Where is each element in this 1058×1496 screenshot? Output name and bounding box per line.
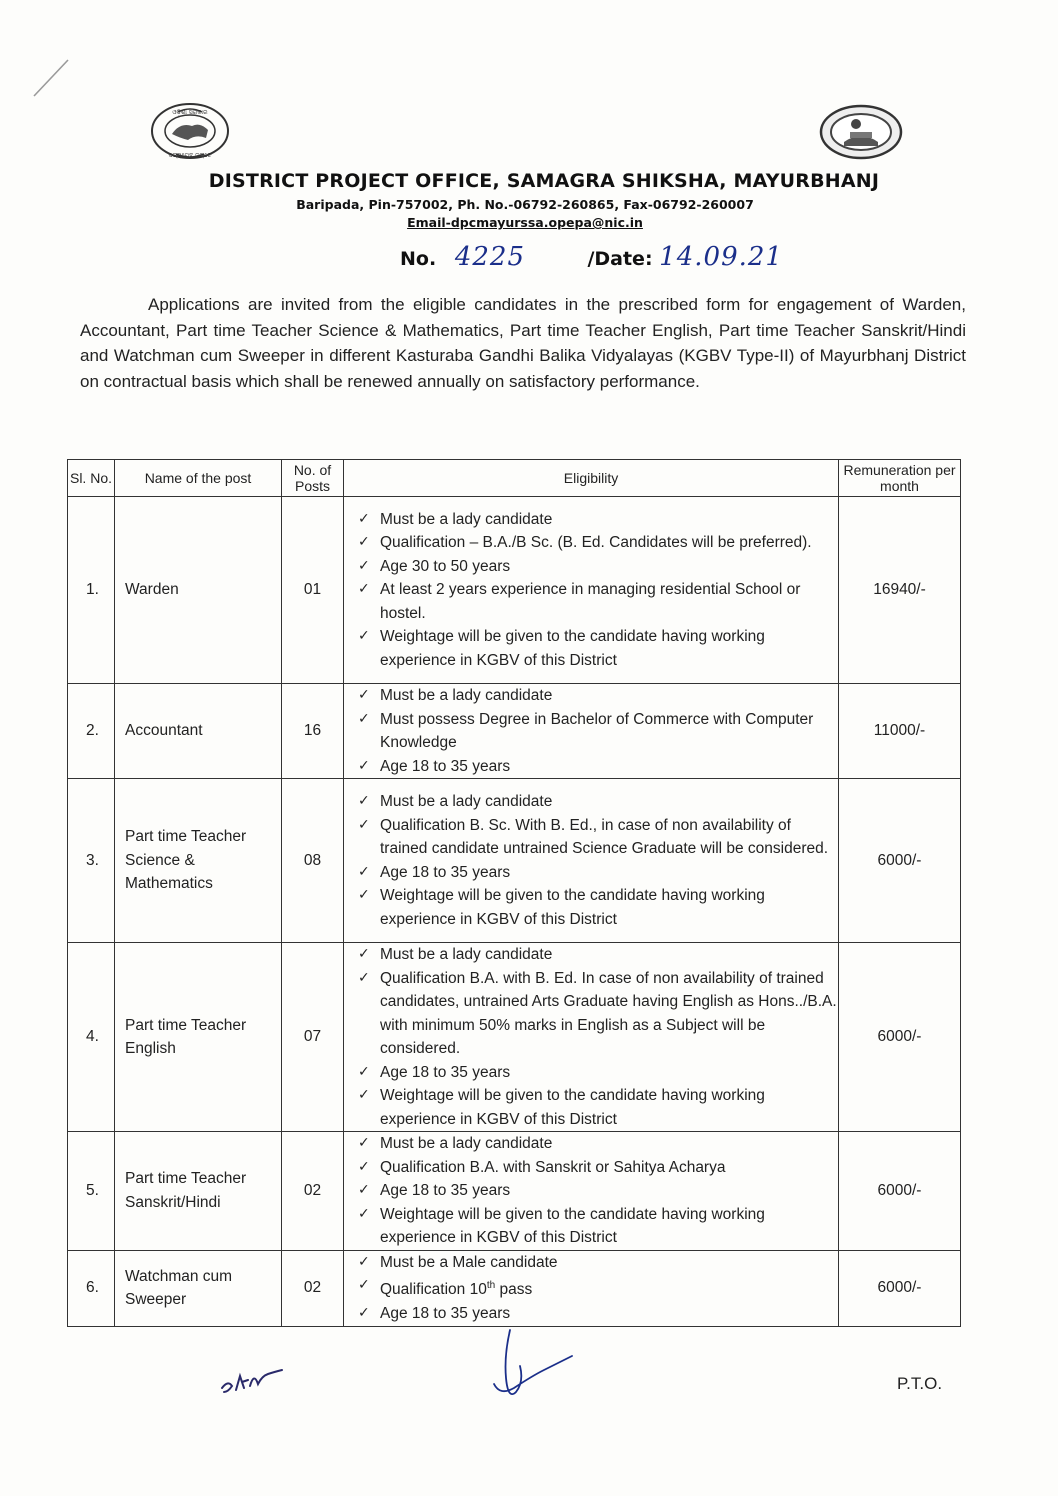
- header-no-of-posts: No. of Posts: [282, 460, 344, 497]
- row-eligibility: [344, 779, 839, 943]
- row-post-name: Warden: [115, 497, 282, 684]
- eligibility-item: ✓ Qualification B.A. with B. Ed. In case of non availability of trained candidates, untrained Arts Graduate having English as Hons../B.A. with minimum 50% marks in English as a Subject will be considered.: [352, 967, 838, 1061]
- table-row: [68, 1250, 961, 1326]
- emblem-left-text-bottom: ସତ୍ୟମେବ ଜୟତେ: [168, 152, 212, 159]
- row-sl-no: 5.: [68, 1132, 115, 1251]
- row-post-name: Part time Teacher English: [115, 943, 282, 1132]
- eligibility-item: ✓ Qualification – B.A./B Sc. (B. Ed. Candidates will be preferred).: [352, 531, 838, 555]
- eligibility-item: ✓ Qualification 10th pass: [352, 1274, 838, 1302]
- eligibility-item: ✓ Weightage will be given to the candidate having working experience in KGBV of this District: [352, 1203, 838, 1250]
- row-eligibility: [344, 1132, 839, 1251]
- row-eligibility: [344, 684, 839, 779]
- pen-stroke-mark: [28, 56, 72, 100]
- eligibility-item: ✓ Must possess Degree in Bachelor of Commerce with Computer Knowledge: [352, 708, 838, 755]
- row-remuneration: 6000/-: [839, 943, 961, 1132]
- samagra-shiksha-emblem-icon: [818, 104, 904, 160]
- signature: [480, 1326, 580, 1406]
- row-no-of-posts: 16: [282, 684, 344, 779]
- row-post-name: Part time Teacher Science & Mathematics: [115, 779, 282, 943]
- eligibility-item: ✓ Must be a lady candidate: [352, 1132, 838, 1156]
- letter-number: 4225: [454, 242, 525, 272]
- eligibility-item: ✓ Must be a lady candidate: [352, 943, 838, 967]
- row-post-name: Accountant: [115, 684, 282, 779]
- letter-date: 14.09.21: [659, 242, 783, 272]
- table-row: [68, 684, 961, 779]
- eligibility-item: ✓ Must be a Male candidate: [352, 1251, 838, 1275]
- row-remuneration: 6000/-: [839, 1250, 961, 1326]
- handwritten-initials: [218, 1362, 288, 1398]
- eligibility-item: ✓ Weightage will be given to the candidate having working experience in KGBV of this District: [352, 884, 838, 931]
- date-label: /Date:: [587, 248, 653, 270]
- row-post-name: Watchman cum Sweeper: [115, 1250, 282, 1326]
- table-row: [68, 779, 961, 943]
- eligibility-item: ✓ Must be a lady candidate: [352, 790, 838, 814]
- office-address: Baripada, Pin-757002, Ph. No.-06792-260865, Fax-06792-260007: [296, 197, 754, 212]
- office-title: DISTRICT PROJECT OFFICE, SAMAGRA SHIKSHA, MAYURBHANJ: [208, 170, 880, 192]
- table-header-row: [68, 460, 961, 497]
- eligibility-item: ✓ Qualification B.A. with Sanskrit or Sahitya Acharya: [352, 1156, 838, 1180]
- row-no-of-posts: 02: [282, 1250, 344, 1326]
- row-remuneration: 6000/-: [839, 1132, 961, 1251]
- row-sl-no: 6.: [68, 1250, 115, 1326]
- row-no-of-posts: 08: [282, 779, 344, 943]
- pto-label: P.T.O.: [897, 1374, 943, 1393]
- eligibility-list: [344, 1132, 838, 1250]
- row-remuneration: 6000/-: [839, 779, 961, 943]
- odisha-emblem-icon: [148, 102, 232, 164]
- eligibility-list: [344, 790, 838, 931]
- row-remuneration: 16940/-: [839, 497, 961, 684]
- header-remuneration: Remuneration per month: [839, 460, 961, 497]
- eligibility-list: [344, 684, 838, 778]
- row-sl-no: 3.: [68, 779, 115, 943]
- row-sl-no: 1.: [68, 497, 115, 684]
- no-label: No.: [400, 248, 437, 270]
- row-sl-no: 2.: [68, 684, 115, 779]
- eligibility-item: ✓ Age 30 to 50 years: [352, 555, 838, 579]
- emblem-left-text-top: ଓଡ଼ିଶା ସରକାର: [172, 109, 208, 116]
- table-row: [68, 497, 961, 684]
- row-no-of-posts: 02: [282, 1132, 344, 1251]
- intro-paragraph: Applications are invited from the eligible candidates in the prescribed form for engagement of Warden, Accountant, Part time Teacher Science & Mathematics, Part time Teacher English, Part time Teacher Sanskrit/Hindi and Watchman cum Sweeper in different Kasturaba Gandhi Balika Vidyalayas (KGBV Type-II) of Mayurbhanj District on contractual basis which shall be renewed annually on satisfactory performance.: [80, 295, 966, 391]
- eligibility-item: ✓ Must be a lady candidate: [352, 684, 838, 708]
- row-eligibility: [344, 497, 839, 684]
- header-sl-no: Sl. No.: [68, 460, 115, 497]
- office-email: Email-dpcmayurssa.opepa@nic.in: [407, 215, 643, 230]
- row-post-name: Part time Teacher Sanskrit/Hindi: [115, 1132, 282, 1251]
- row-eligibility: [344, 1250, 839, 1326]
- eligibility-item: ✓ Age 18 to 35 years: [352, 1061, 838, 1085]
- reference-line: [400, 242, 783, 272]
- eligibility-item: ✓ Age 18 to 35 years: [352, 1179, 838, 1203]
- row-remuneration: 11000/-: [839, 684, 961, 779]
- eligibility-item: ✓ At least 2 years experience in managing residential School or hostel.: [352, 578, 838, 625]
- table-row: [68, 943, 961, 1132]
- eligibility-item: ✓ Qualification B. Sc. With B. Ed., in case of non availability of trained candidate untrained Science Graduate will be considered.: [352, 814, 838, 861]
- eligibility-item: ✓ Weightage will be given to the candidate having working experience in KGBV of this District: [352, 1084, 838, 1131]
- header-post-name: Name of the post: [115, 460, 282, 497]
- eligibility-item: ✓ Weightage will be given to the candidate having working experience in KGBV of this District: [352, 625, 838, 672]
- table-row: [68, 1132, 961, 1251]
- posts-table: [67, 459, 961, 1327]
- eligibility-item: ✓ Age 18 to 35 years: [352, 1302, 838, 1326]
- row-sl-no: 4.: [68, 943, 115, 1132]
- row-no-of-posts: 01: [282, 497, 344, 684]
- eligibility-list: [344, 508, 838, 673]
- header-eligibility: Eligibility: [344, 460, 839, 497]
- row-no-of-posts: 07: [282, 943, 344, 1132]
- row-eligibility: [344, 943, 839, 1132]
- eligibility-item: ✓ Must be a lady candidate: [352, 508, 838, 532]
- eligibility-item: ✓ Age 18 to 35 years: [352, 755, 838, 779]
- eligibility-list: [344, 943, 838, 1131]
- eligibility-item: ✓ Age 18 to 35 years: [352, 861, 838, 885]
- eligibility-list: [344, 1251, 838, 1326]
